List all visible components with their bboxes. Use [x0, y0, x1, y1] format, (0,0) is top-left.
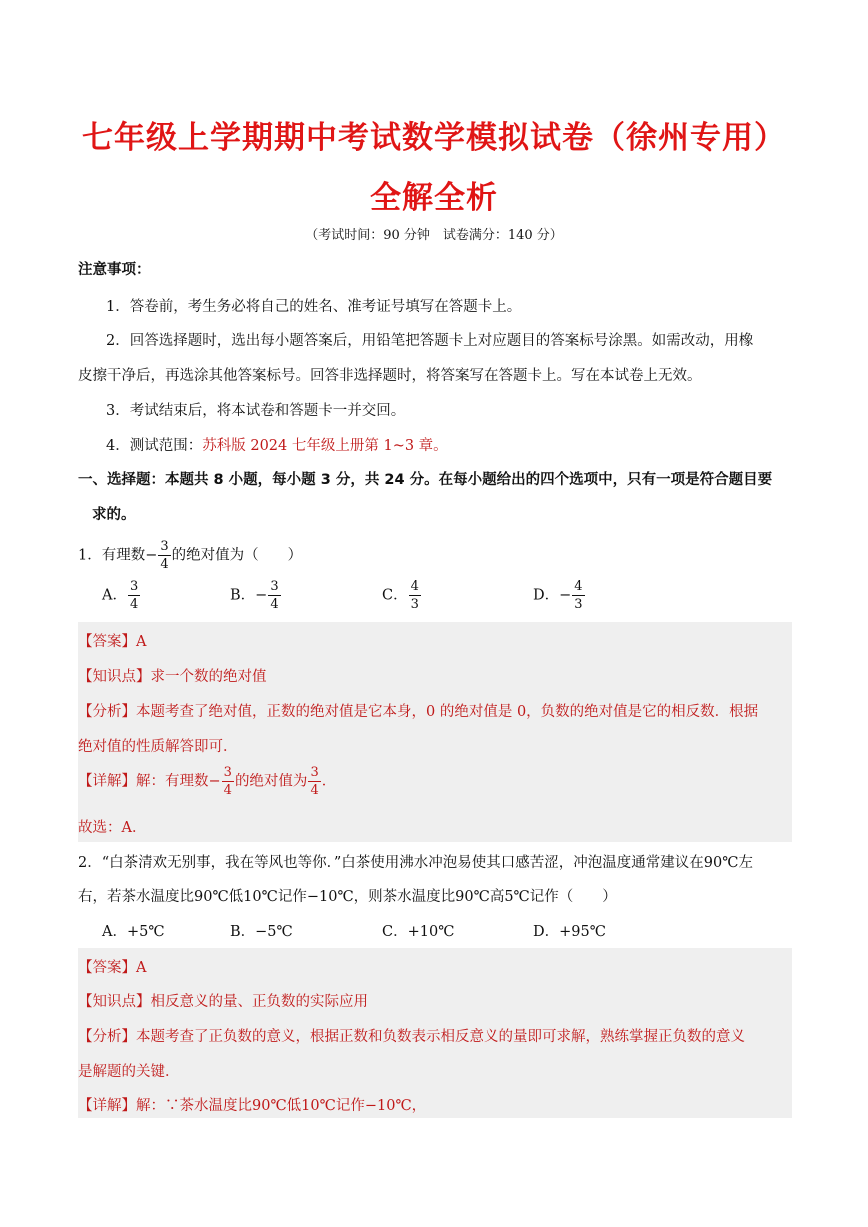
fraction-numerator: 3	[129, 579, 139, 594]
fraction-numerator: 4	[574, 579, 583, 594]
question-1-knowledge-point: 【知识点】求一个数的绝对值	[78, 669, 267, 685]
detail-prefix: 【详解】解：有理数	[78, 773, 209, 790]
question-2-analysis-line-2: 是解题的关键．	[78, 1064, 180, 1080]
option-fraction	[268, 580, 280, 611]
fraction-denominator: 4	[223, 783, 232, 798]
detail-sign: −	[208, 773, 221, 790]
question-1-detail	[78, 766, 336, 797]
question-2-detail: 【详解】解：∵茶水温度比90℃低10℃记作−10℃，	[78, 1098, 427, 1114]
question-1-option-c	[382, 580, 422, 611]
fraction-numerator: 3	[223, 765, 232, 780]
fraction-denominator: 3	[410, 597, 419, 612]
detail-fraction-2	[308, 766, 320, 797]
notice-item-4-prefix: 4．测试范围：	[106, 438, 203, 454]
option-fraction	[128, 580, 140, 611]
question-1-option-a	[102, 580, 141, 611]
question-1-fraction	[158, 540, 170, 571]
option-label: D．	[533, 924, 560, 940]
option-label: D．	[533, 587, 560, 604]
question-1-stem-prefix: 1．有理数	[78, 547, 146, 564]
question-1-option-d	[533, 580, 586, 611]
fraction-denominator: 4	[270, 597, 279, 612]
question-1-analysis-line-2: 绝对值的性质解答即可．	[78, 739, 238, 755]
question-1-sign: −	[145, 547, 158, 564]
option-sign: −	[559, 587, 572, 604]
question-2-option-d	[533, 920, 606, 941]
question-1-option-b	[230, 580, 282, 611]
question-2-knowledge-point: 【知识点】相反意义的量、正负数的实际应用	[78, 994, 368, 1010]
notice-item-2-line-1: 2．回答选择题时，选出每小题答案后，用铅笔把答题卡上对应题目的答案标号涂黑。如需改动，用橡	[106, 333, 754, 349]
question-2-option-a	[102, 920, 165, 941]
question-2-analysis-line-1: 【分析】本题考查了正负数的意义，根据正数和负数表示相反意义的量即可求解，熟练掌握正负数的意义	[78, 1029, 745, 1045]
fraction-numerator: 3	[310, 765, 319, 780]
option-label: C．	[382, 924, 408, 940]
option-label: A．	[102, 924, 127, 940]
fraction-denominator: 3	[574, 597, 583, 612]
option-fraction	[409, 580, 421, 611]
fraction-denominator: 4	[310, 783, 319, 798]
question-2-option-b	[230, 920, 293, 941]
notice-item-4	[106, 434, 448, 455]
option-fraction	[572, 580, 584, 611]
test-scope: 苏科版 2024 七年级上册第 1~3 章。	[202, 438, 448, 454]
option-label: C．	[382, 587, 408, 604]
notice-item-2-line-2: 皮擦干净后，再选涂其他答案标号。回答非选择题时，将答案写在答题卡上。写在本试卷上无效。	[78, 368, 702, 384]
fraction-numerator: 4	[410, 579, 419, 594]
question-1-stem	[78, 540, 302, 571]
option-label: A．	[102, 587, 127, 604]
question-1-analysis-line-1: 【分析】本题考查了绝对值，正数的绝对值是它本身，0 的绝对值是 0，负数的绝对值是它的相反数．根据	[78, 704, 759, 720]
question-2-answer: 【答案】A	[78, 960, 147, 976]
notice-heading: 注意事项：	[78, 262, 151, 278]
fraction-denominator: 4	[160, 557, 169, 572]
option-value: +95℃	[559, 924, 606, 940]
fraction-numerator: 3	[160, 539, 169, 554]
notice-item-1: 1．答卷前，考生务必将自己的姓名、准考证号填写在答题卡上。	[106, 299, 522, 315]
question-1-solution-box	[78, 622, 792, 842]
detail-end: ．	[321, 773, 337, 790]
page-title: 七年级上学期期中考试数学模拟试卷（徐州专用）	[82, 120, 786, 156]
fraction-numerator: 3	[270, 579, 279, 594]
question-1-stem-suffix: 的绝对值为（ ）	[171, 547, 303, 564]
section-1-heading-line-2: 求的。	[92, 507, 136, 523]
exam-info: （考试时间：90 分钟 试卷满分：140 分）	[305, 228, 563, 243]
question-1-choice: 故选：A．	[78, 820, 147, 836]
option-value: +10℃	[407, 924, 455, 940]
option-sign: −	[255, 587, 268, 604]
question-2-stem-line-1: 2．“白茶清欢无别事，我在等风也等你．”白茶使用沸水冲泡易使其口感苦涩，冲泡温度通常建议在90℃左	[78, 855, 753, 871]
question-1-answer: 【答案】A	[78, 634, 147, 650]
page-subtitle: 全解全析	[370, 180, 498, 216]
option-value: +5℃	[126, 924, 165, 940]
question-2-stem-line-2: 右，若茶水温度比90℃低10℃记作−10℃，则茶水温度比90℃高5℃记作（ ）	[78, 889, 617, 905]
question-2-option-c	[382, 920, 454, 941]
detail-fraction-1	[222, 766, 234, 797]
option-value: −5℃	[255, 924, 293, 940]
section-1-heading-line-1: 一、选择题：本题共 8 小题，每小题 3 分，共 24 分。在每小题给出的四个选项中，只有一项是符合题目要	[78, 472, 773, 488]
fraction-denominator: 4	[129, 597, 139, 612]
notice-item-3: 3．考试结束后，将本试卷和答题卡一并交回。	[106, 403, 406, 419]
option-label: B．	[230, 587, 256, 604]
detail-middle: 的绝对值为	[234, 773, 308, 790]
option-label: B．	[230, 924, 256, 940]
